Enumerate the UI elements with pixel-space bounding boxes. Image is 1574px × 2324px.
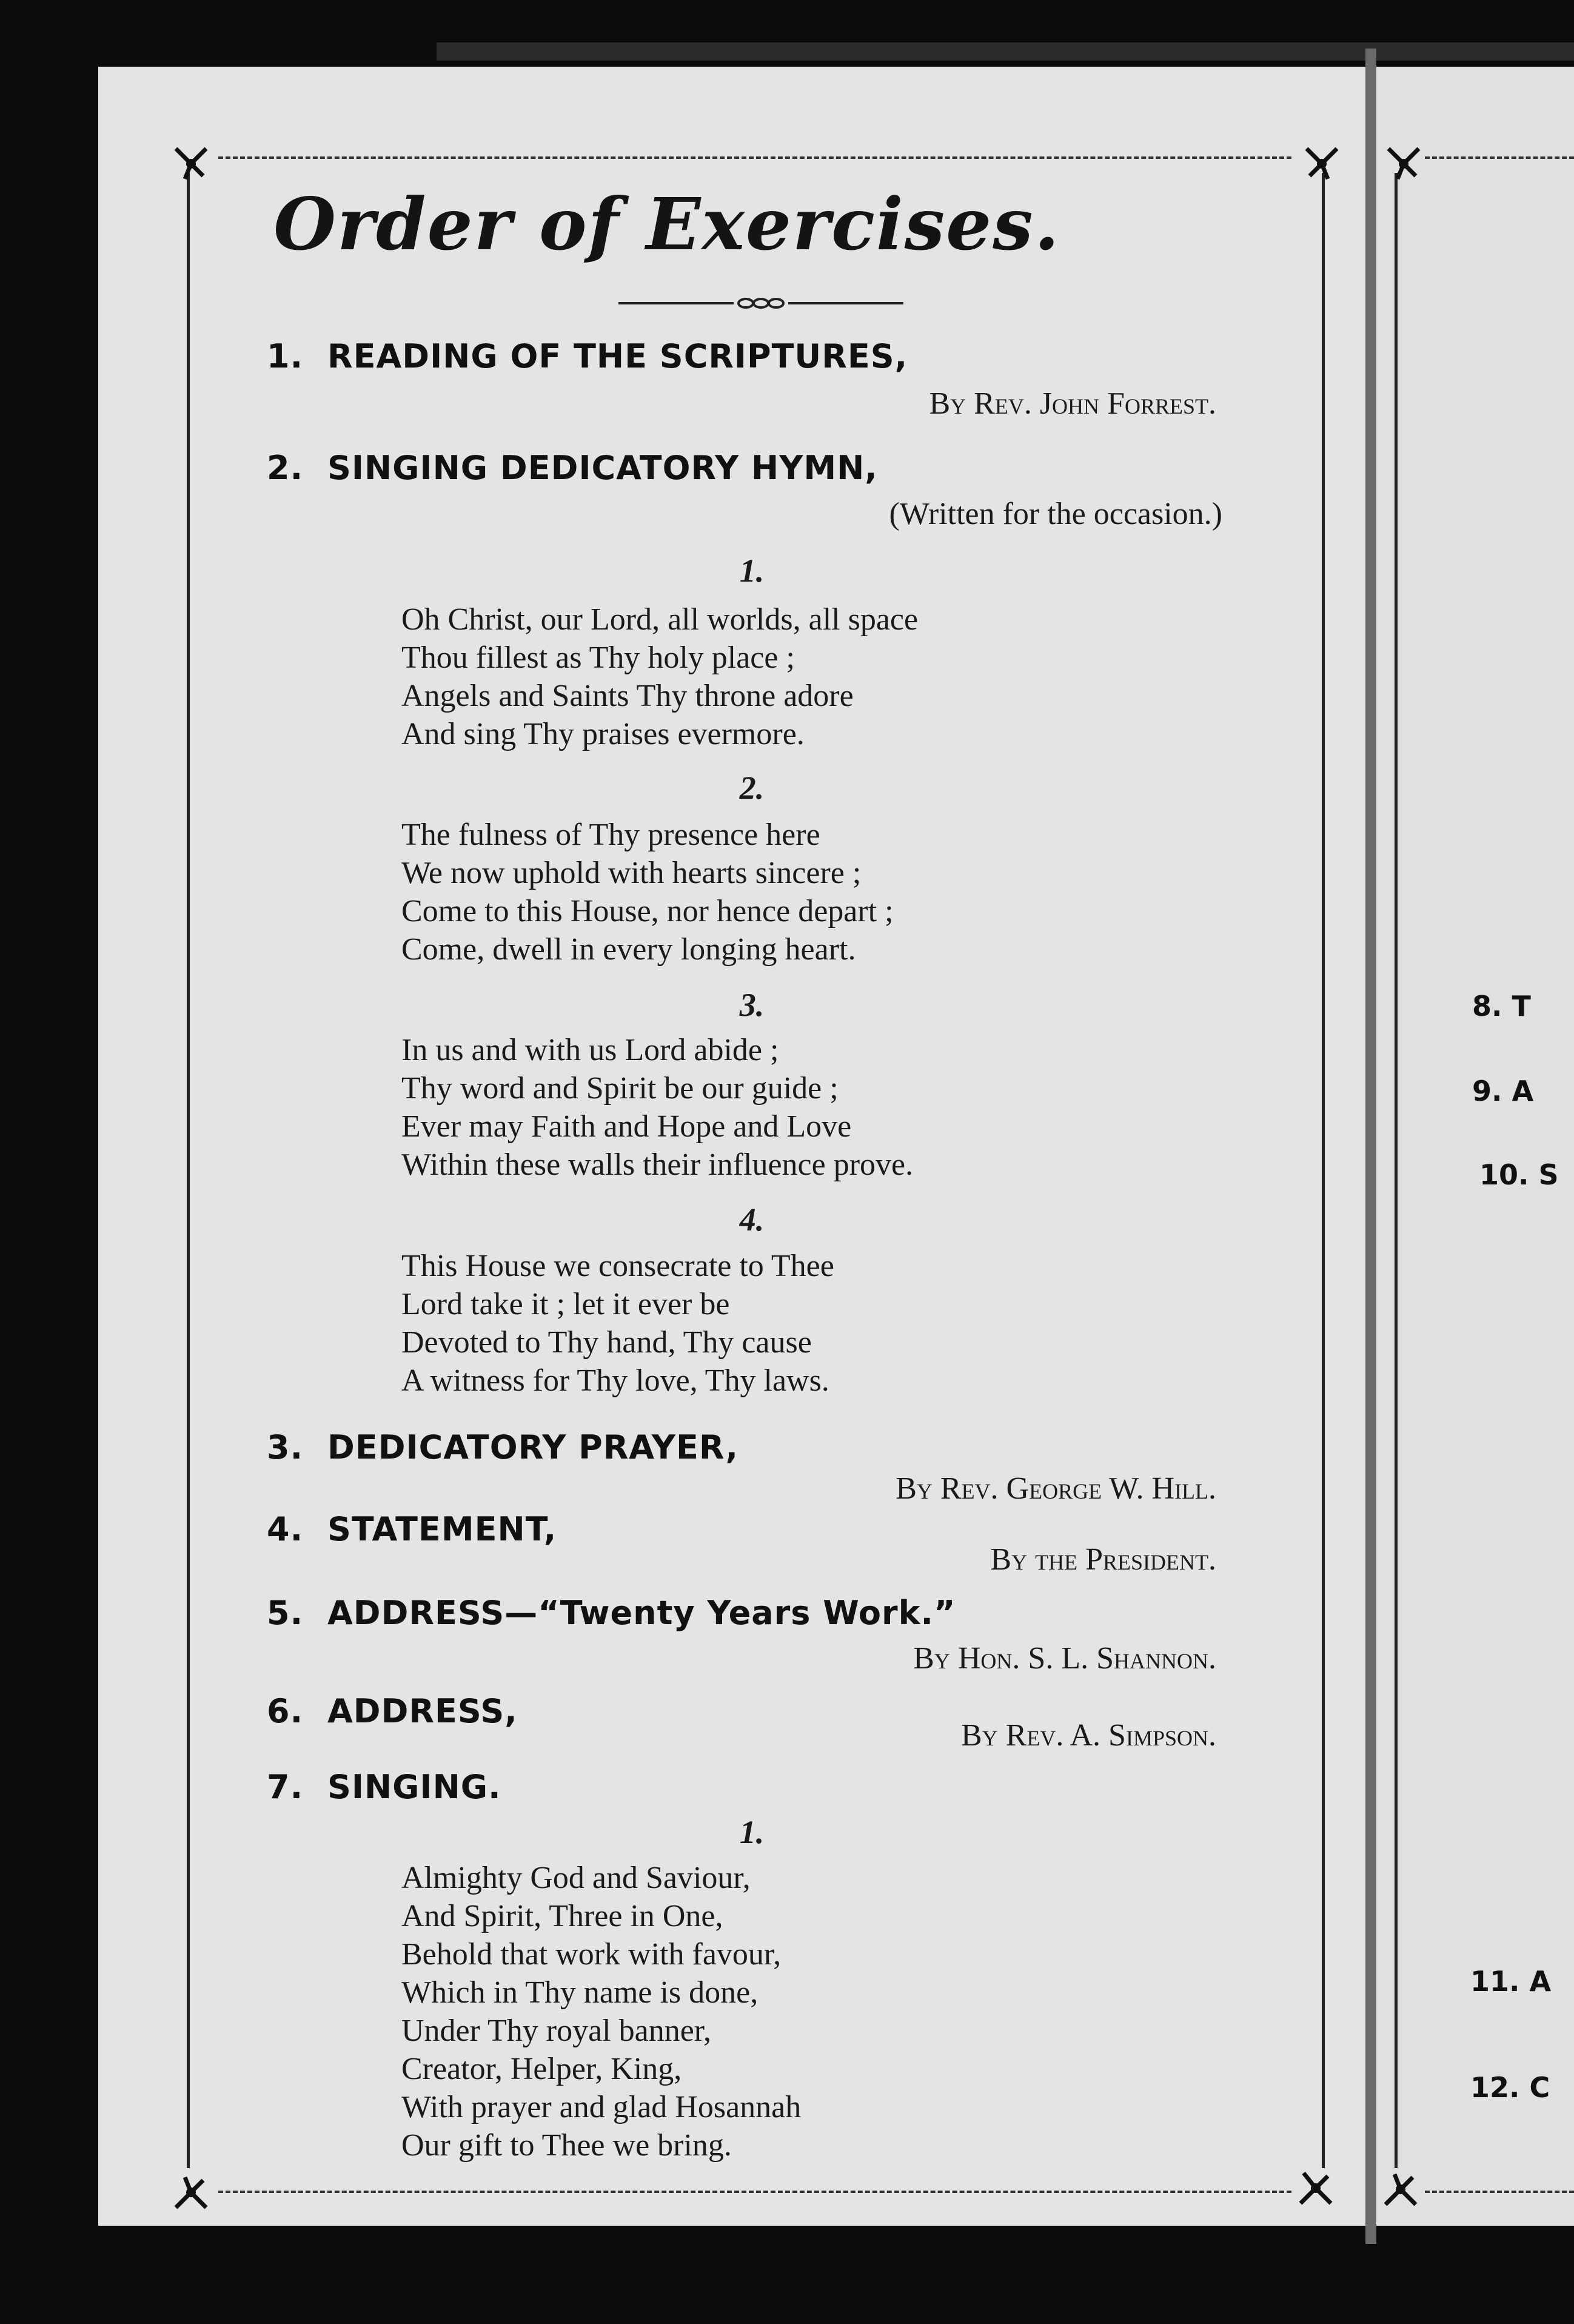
verse-line: Angels and Saints Thy throne adore (401, 679, 854, 713)
program-item: 7. SINGING. (267, 1768, 501, 1806)
ornament-icon (1298, 2170, 1334, 2206)
verse-line: Within these walls their influence prove. (401, 1147, 914, 1182)
program-item: 5. ADDRESS—“Twenty Years Work.” (267, 1594, 956, 1632)
verse-line: Come, dwell in every longing heart. (401, 932, 856, 967)
ornament-icon (173, 2174, 209, 2211)
verse-line: Thou fillest as Thy holy place ; (401, 640, 795, 675)
verse-line: Behold that work with favour, (401, 1937, 782, 1972)
verse-line: With prayer and glad Hosannah (401, 2090, 802, 2124)
facing-item: 8. T (1472, 990, 1531, 1023)
stanza (401, 1031, 913, 1184)
verse-line: The fulness of Thy presence here (401, 818, 820, 852)
verse-line: We now uphold with hearts sincere ; (401, 856, 862, 890)
top-edge-shadow (437, 42, 1574, 61)
stanza-number: 3. (739, 987, 765, 1023)
page-gutter (1365, 49, 1376, 2244)
stanza (401, 816, 894, 969)
verse-line: Lord take it ; let it ever be (401, 1287, 730, 1322)
stanza-number: 4. (739, 1201, 765, 1238)
verse-line: A witness for Thy love, Thy laws. (401, 1363, 829, 1398)
ornament-icon (173, 146, 209, 182)
facing-item: 12. C (1470, 2071, 1550, 2104)
facing-bottom-rule (1425, 2191, 1574, 2193)
stanza (401, 1247, 834, 1400)
stanza-number: 1. (739, 552, 765, 589)
verse-line: Come to this House, nor hence depart ; (401, 894, 894, 929)
stanza-number: 2. (739, 770, 765, 806)
ornament-icon (1304, 146, 1340, 182)
verse-line: Oh Christ, our Lord, all worlds, all space (401, 602, 919, 637)
program-item: 1. READING OF THE SCRIPTURES, (267, 337, 908, 375)
facing-item: 11. A (1470, 1965, 1552, 1998)
facing-left-rule (1395, 173, 1398, 2168)
program-item-by: By the President. (990, 1542, 1216, 1577)
stanza (401, 600, 918, 753)
top-border-rule (218, 156, 1291, 159)
left-border-rule (187, 173, 190, 2168)
program-item-by: By Rev. A. Simpson. (961, 1718, 1216, 1753)
page-title: Order of Exercises. (273, 182, 1060, 266)
stanza-number: 1. (739, 1814, 765, 1850)
verse-line: Ever may Faith and Hope and Love (401, 1109, 852, 1144)
ornament-icon (1385, 146, 1422, 182)
facing-page (1376, 67, 1574, 2226)
stanza (401, 1859, 801, 2164)
program-item: 2. SINGING DEDICATORY HYMN, (267, 449, 878, 487)
program-item-by: By Hon. S. L. Shannon. (913, 1641, 1216, 1676)
verse-line: Thy word and Spirit be our guide ; (401, 1071, 839, 1106)
verse-line: This House we consecrate to Thee (401, 1249, 834, 1283)
facing-item: 10. S (1479, 1158, 1559, 1191)
program-item: 4. STATEMENT, (267, 1510, 557, 1548)
program-item: 6. ADDRESS, (267, 1692, 518, 1730)
verse-line: And sing Thy praises evermore. (401, 717, 805, 751)
verse-line: Under Thy royal banner, (401, 2013, 712, 2048)
facing-top-rule (1425, 156, 1574, 159)
verse-line: Almighty God and Saviour, (401, 1861, 751, 1895)
program-item-note: (Written for the occasion.) (889, 497, 1222, 531)
verse-line: And Spirit, Three in One, (401, 1899, 723, 1933)
bottom-border-rule (218, 2191, 1291, 2193)
facing-item: 9. A (1472, 1075, 1534, 1107)
verse-line: Devoted to Thy hand, Thy cause (401, 1325, 812, 1360)
verse-line: Which in Thy name is done, (401, 1975, 759, 2010)
right-border-rule (1322, 173, 1325, 2168)
ornament-icon (1382, 2171, 1419, 2208)
program-item-by: By Rev. John Forrest. (929, 386, 1216, 421)
program-item: 3. DEDICATORY PRAYER, (267, 1428, 738, 1466)
verse-line: In us and with us Lord abide ; (401, 1033, 779, 1067)
verse-line: Creator, Helper, King, (401, 2052, 682, 2086)
program-item-by: By Rev. George W. Hill. (896, 1471, 1216, 1506)
verse-line: Our gift to Thee we bring. (401, 2128, 732, 2163)
title-divider (618, 297, 903, 309)
